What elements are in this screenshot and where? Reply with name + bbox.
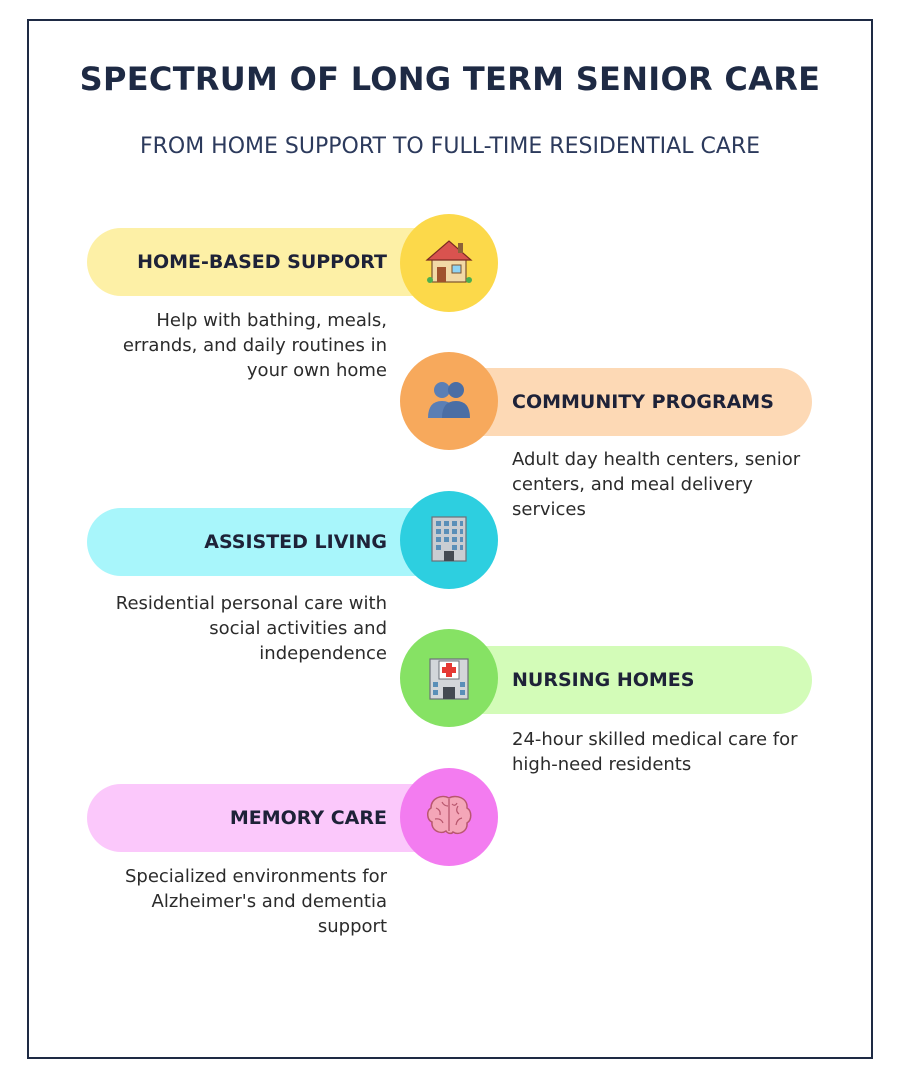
stage-description-assisted-living: Residential personal care with social activities and independence <box>115 593 387 664</box>
brain-icon <box>422 788 476 846</box>
stage-circle-memory-care <box>400 768 498 866</box>
stage-circle-nursing-homes <box>400 629 498 727</box>
stage-description-memory-care: Specialized environments for Alzheimer's and dementia support <box>124 866 387 937</box>
house-icon <box>422 234 476 292</box>
stage-label: NURSING HOMES <box>512 669 695 691</box>
stage-label: MEMORY CARE <box>229 807 387 829</box>
stage-pill-community-programs <box>450 368 812 436</box>
stage-description-home-based-support: Help with bathing, meals, errands, and daily routines in your own home <box>122 310 387 381</box>
stage-pill-assisted-living <box>87 508 447 576</box>
stage-description-nursing-homes: 24-hour skilled medical care for high-need residents <box>512 729 798 775</box>
stage-circle-home-based-support <box>400 214 498 312</box>
stage-circle-community-programs <box>400 352 498 450</box>
stage-label: HOME-BASED SUPPORT <box>137 251 387 273</box>
stage-description-community-programs: Adult day health centers, senior centers, and meal delivery services <box>512 449 801 520</box>
page-title: SPECTRUM OF LONG TERM SENIOR CARE <box>79 60 821 98</box>
stage-label: COMMUNITY PROGRAMS <box>512 391 774 413</box>
stage-pill-memory-care <box>87 784 447 852</box>
page-subtitle: FROM HOME SUPPORT TO FULL-TIME RESIDENTIAL CARE <box>139 134 761 159</box>
stage-circle-assisted-living <box>400 491 498 589</box>
people-icon <box>422 372 476 430</box>
stage-pill-home-based-support <box>87 228 447 296</box>
office-building-icon <box>422 511 476 569</box>
stage-pill-nursing-homes <box>450 646 812 714</box>
stage-label: ASSISTED LIVING <box>204 531 387 553</box>
hospital-icon <box>422 649 476 707</box>
